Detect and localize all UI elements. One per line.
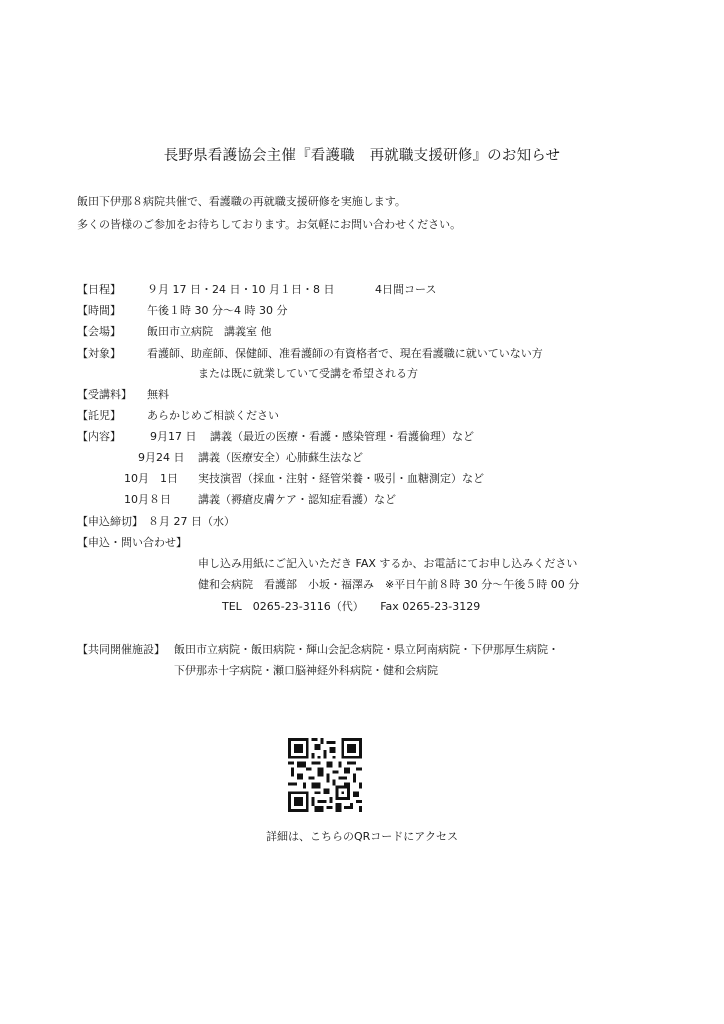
contact-line-2: 健和会病院 看護部 小坂・福澤み ※平日午前８時 30 分～午後５時 00 分: [198, 578, 580, 591]
content-text-2: 講義（医療安全）心肺蘇生法など: [198, 451, 363, 464]
schedule-value: ９月 17 日・24 日・10 月１日・8 日: [147, 283, 335, 296]
target-value: 看護師、助産師、保健師、准看護師の有資格者で、現在看護職に就いていない方: [147, 347, 543, 360]
fee-label: 【受講料】: [77, 388, 132, 401]
venue-label: 【会場】: [77, 325, 121, 338]
page-title: 長野県看護協会主催『看護職 再就職支援研修』のお知らせ: [163, 148, 561, 164]
content-date-2: 9月24 日: [138, 451, 185, 464]
content-text-1: 講義（最近の医療・看護・感染管理・看護倫理）など: [210, 430, 474, 443]
content-text-3: 実技演習（採血・注射・経管栄養・吸引・血糖測定）など: [198, 472, 484, 485]
target-label: 【対象】: [77, 347, 121, 360]
deadline-value: ８月 27 日（水）: [148, 515, 235, 528]
content-date-1: 9月17 日: [150, 430, 197, 443]
contact-line-3: TEL 0265-23-3116（代） Fax 0265-23-3129: [222, 600, 481, 613]
contact-label: 【申込・問い合わせ】: [77, 536, 187, 549]
qr-code[interactable]: [288, 738, 362, 812]
childcare-label: 【託児】: [77, 409, 121, 422]
venue-value: 飯田市立病院 講義室 他: [147, 325, 272, 338]
fee-value: 無料: [147, 388, 169, 401]
contact-line-1: 申し込み用紙にご記入いただき FAX するか、お電話にてお申し込みください: [198, 557, 578, 570]
schedule-label: 【日程】: [77, 283, 121, 296]
content-date-3: 10月 1日: [124, 472, 178, 485]
time-label: 【時間】: [77, 304, 121, 317]
deadline-label: 【申込締切】: [77, 515, 143, 528]
hospitals-line-2: 下伊那赤十字病院・瀬口脳神経外科病院・健和会病院: [174, 664, 438, 677]
hospitals-label: 【共同開催施設】: [77, 643, 165, 656]
hospitals-line-1: 飯田市立病院・飯田病院・輝山会記念病院・県立阿南病院・下伊那厚生病院・: [174, 643, 559, 656]
content-label: 【内容】: [77, 430, 121, 443]
intro-line-2: 多くの皆様のご参加をお待ちしております。お気軽にお問い合わせください。: [77, 218, 462, 231]
content-text-4: 講義（褥瘡皮膚ケア・認知症看護）など: [198, 493, 396, 506]
content-date-4: 10月８日: [124, 493, 171, 506]
qr-caption: 詳細は、こちらのQRコードにアクセス: [266, 830, 458, 843]
schedule-note: 4日間コース: [375, 283, 437, 296]
childcare-value: あらかじめご相談ください: [147, 409, 279, 422]
time-value: 午後１時 30 分～4 時 30 分: [147, 304, 288, 317]
target-value-2: または既に就業していて受講を希望される方: [198, 367, 418, 380]
intro-line-1: 飯田下伊那８病院共催で、看護職の再就職支援研修を実施します。: [77, 195, 406, 208]
